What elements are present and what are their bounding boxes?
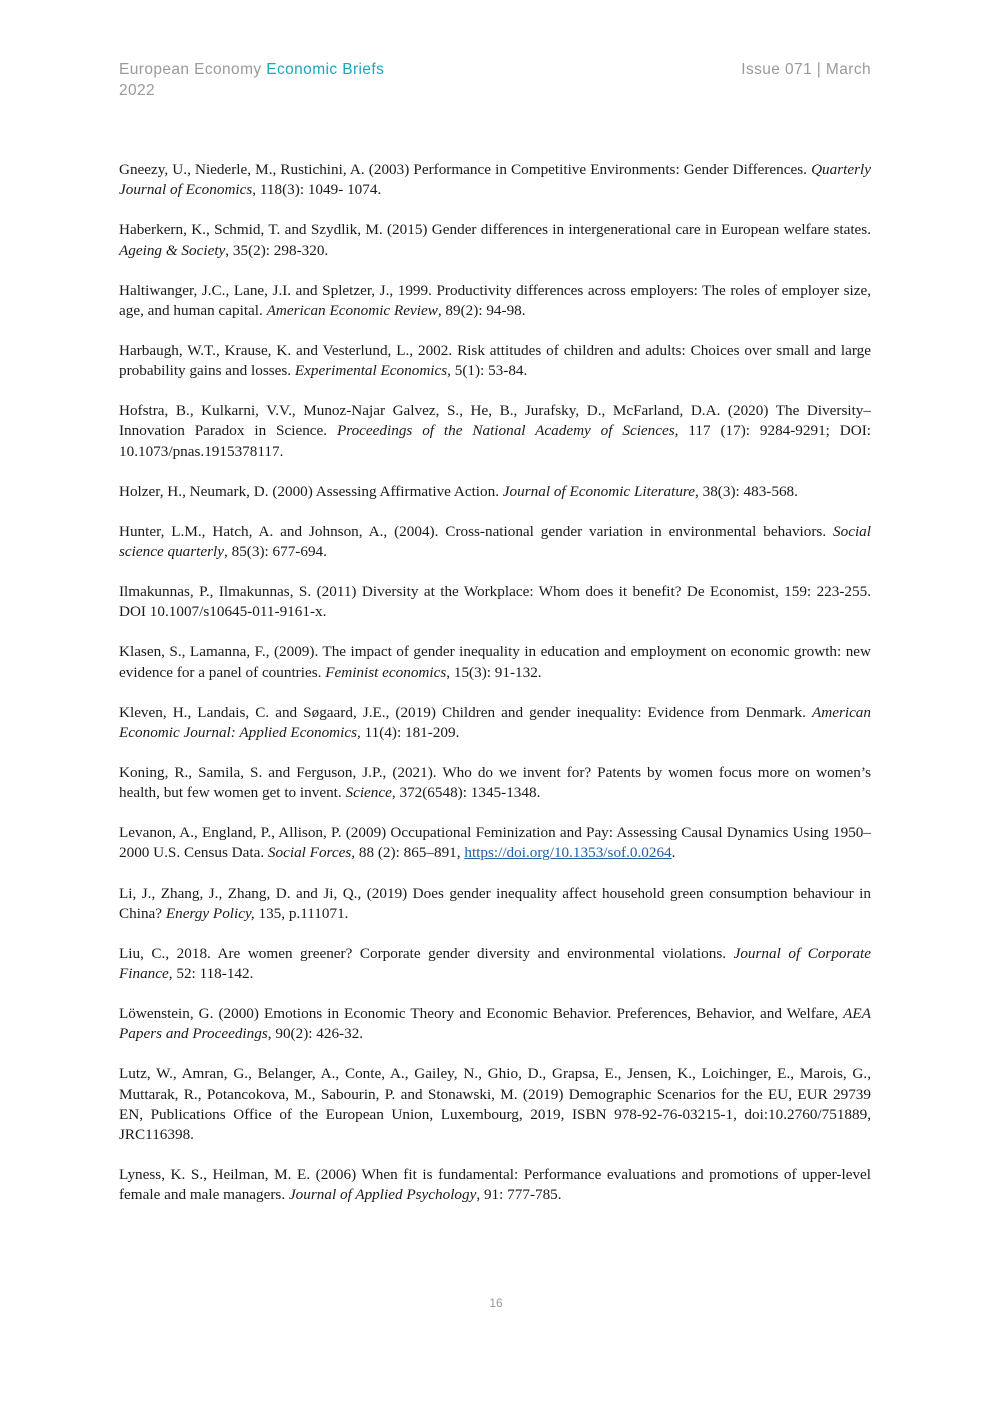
reference-text: Holzer, H., Neumark, D. (2000) Assessing Affirmative Action. [119,482,503,500]
journal-name: Journal of Corporate Finance [119,944,871,983]
journal-name: Journal of Economic Literature [502,482,696,500]
reference-entry [119,1004,871,1044]
reference-details: , 35(2): 298-320. [225,241,329,259]
journal-name: American Economic Review [266,301,438,319]
issue-label: Issue 071 | March [741,61,871,78]
publication-name: European Economy [119,61,267,78]
reference-entry [119,944,871,984]
reference-entry [119,884,871,924]
reference-text: Haberkern, K., Schmid, T. and Szydlik, M. (2015) Gender differences in intergenerational care in European welfare states. [119,221,871,239]
reference-details: , 90(2): 426-32. [267,1025,364,1043]
journal-name: Proceedings of the National Academy of Sciences [336,422,675,440]
reference-details: , 89(2): 94-98. [437,301,526,319]
reference-text: Hunter, L.M., Hatch, A. and Johnson, A., (2004). Cross‐national gender variation in environmental behaviors. [119,522,834,540]
reference-entry [119,281,871,321]
journal-name: Energy Policy, [165,904,255,922]
journal-name: Journal of Applied Psychology [288,1186,477,1204]
reference-entry [119,482,871,502]
reference-details: , 52: 118-142. [168,965,254,983]
reference-details: 88 (2): 865–891, [355,844,465,862]
journal-name: Science [345,784,392,802]
journal-name: AEA Papers and Proceedings [119,1005,871,1043]
reference-text: Lyness, K. S., Heilman, M. E. (2006) When fit is fundamental: Performance evaluations and promotions of upper-level female and male managers. [119,1166,871,1204]
reference-entry [119,160,871,200]
reference-text: Li, J., Zhang, J., Zhang, D. and Ji, Q., (2019) Does gender inequality affect household green consumption behaviour in China? [119,884,871,922]
reference-text: Gneezy, U., Niederle, M., Rustichini, A. (2003) Performance in Competitive Environments: Gender Differences. [119,161,812,178]
reference-entry [119,582,871,622]
reference-details: , 5(1): 53-84. [447,362,528,380]
reference-entry [119,522,871,562]
doi-link[interactable]: https://doi.org/10.1353/sof.0.0264 [464,844,672,862]
reference-text: Lutz, W., Amran, G., Belanger, A., Conte, A., Gailey, N., Ghio, D., Grapsa, E., Jensen, K., Loichinger, E., Marois, G., Muttarak, R., Potancokova, M., Sabourin, P. and Stonawski, M. (2019) Demographic Scenarios for the EU, EUR 29739 EN, Publications Office of the European Union, Luxembourg, 2019, ISBN 978-92-76-03215-1, doi:10.2760/751889, JRC116398. [119,1065,871,1144]
reference-details: , 15(3): 91-132. [446,663,542,681]
series-name: Economic Briefs [266,61,385,78]
reference-entry [119,823,871,863]
issue-year: 2022 [119,82,156,99]
reference-details: , 91: 777-785. [476,1186,562,1204]
reference-details: , 117 (17): 9284-9291; DOI: 10.1073/pnas.1915378117. [119,422,872,460]
journal-name: Ageing & Society [119,241,226,259]
journal-name: Social science quarterly [119,522,871,560]
reference-end: . [671,844,676,862]
reference-entry [119,703,871,743]
reference-text: Kleven, H., Landais, C. and Søgaard, J.E., (2019) Children and gender inequality: Evidence from Denmark. [119,703,812,721]
reference-entry [119,1165,871,1205]
reference-entry [119,401,871,462]
page-number: 16 [489,1296,503,1310]
reference-entry [119,220,871,260]
reference-text: Koning, R., Samila, S. and Ferguson, J.P., (2021). Who do we invent for? Patents by women focus more on women’s health, but few women get to invent. [119,763,871,802]
reference-details: , 85(3): 677-694. [224,542,327,560]
journal-name: Feminist economics [325,663,447,681]
journal-name: Experimental Economics [294,362,448,380]
publication-title [119,60,384,80]
reference-text: Ilmakunnas, P., Ilmakunnas, S. (2011) Diversity at the Workplace: Whom does it benefit? De Economist, 159: 223-255. DOI 10.1007/s10645-011-9161-x. [119,583,871,621]
journal-name: Quarterly Journal of Economics [119,161,871,199]
reference-text: Hofstra, B., Kulkarni, V.V., Munoz-Najar Galvez, S., He, B., Jurafsky, D., McFarland, D.A. (2020) The Diversity–Innovation Paradox in Science. [119,402,871,440]
reference-text: Levanon, A., England, P., Allison, P. (2009) Occupational Feminization and Pay: Assessing Causal Dynamics Using 1950–2000 U.S. Census Data. [119,824,871,862]
reference-details: , 372(6548): 1345-1348. [391,784,541,802]
reference-list [119,160,871,1225]
reference-entry [119,642,871,682]
reference-text: Klasen, S., Lamanna, F., (2009). The impact of gender inequality in education and employment on economic growth: new evidence for a panel of countries. [119,643,871,681]
reference-details: , 11(4): 181-209. [357,723,460,741]
reference-entry [119,341,871,381]
reference-details: 135, p.111071. [254,904,349,922]
reference-details: , 38(3): 483-568. [695,482,798,500]
reference-entry [119,1064,871,1145]
reference-entry [119,763,871,803]
reference-text: Liu, C., 2018. Are women greener? Corporate gender diversity and environmental violations. [119,944,734,962]
journal-name: Social Forces, [267,844,356,862]
reference-text: Harbaugh, W.T., Krause, K. and Vesterlund, L., 2002. Risk attitudes of children and adults: Choices over small and large probability gains and losses. [119,341,871,380]
reference-details: , 118(3): 1049- 1074. [252,181,382,199]
reference-text: Löwenstein, G. (2000) Emotions in Economic Theory and Economic Behavior. Preferences, Behavior, and Welfare, [119,1005,844,1023]
reference-text: Haltiwanger, J.C., Lane, J.I. and Spletzer, J., 1999. Productivity differences across employers: The roles of employer size, age, and human capital. [119,281,871,319]
journal-name: American Economic Journal: Applied Economics [119,703,871,741]
